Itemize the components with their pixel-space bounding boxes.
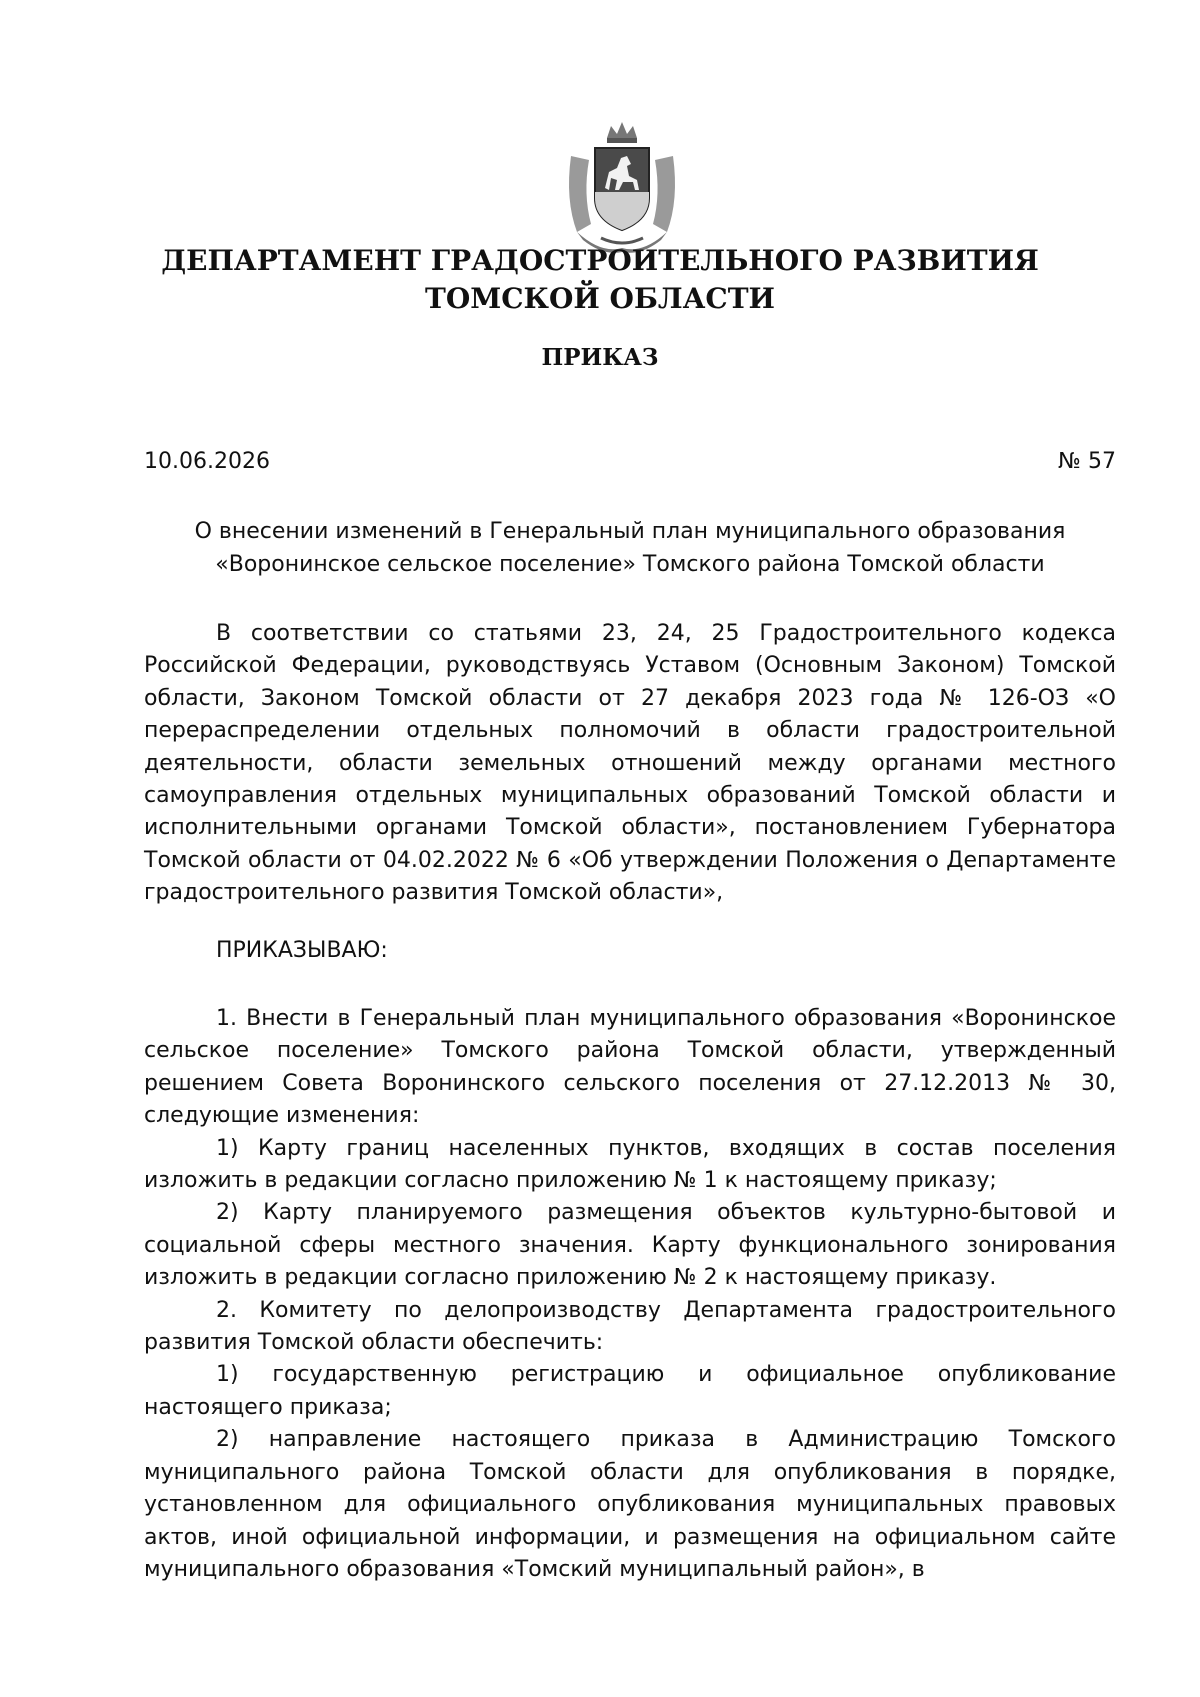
order-item: 2) Карту планируемого размещения объектов культурно-бытовой и социальной сферы местного значения. Карту функционального зонирования изложить в редакции согласно приложению № 2 к настоящему приказу.: [144, 1200, 1116, 1291]
document-type: ПРИКАЗ: [541, 344, 659, 371]
document-date: 10.06.2026: [144, 449, 270, 474]
decree-word: ПРИКАЗЫВАЮ:: [216, 938, 388, 963]
order-items: [144, 1003, 1116, 1586]
organization-name-line-2: ТОМСКОЙ ОБЛАСТИ: [424, 282, 776, 315]
order-item: 2. Комитету по делопроизводству Департамента градостроительного развития Томской области обеспечить:: [144, 1297, 1116, 1356]
order-item: 1. Внести в Генеральный план муниципального образования «Воронинское сельское поселение» Томского района Томской области, утвержденный решением Совета Воронинского сельского поселения от 27.12.2013 № 30, следующие изменения:: [144, 1006, 1116, 1129]
document-subject: [144, 515, 1116, 581]
document-number: № 57: [1058, 449, 1116, 474]
subject-line-1: О внесении изменений в Генеральный план муниципального образования: [194, 519, 1066, 544]
decree-section: [144, 935, 1116, 967]
order-item: 2) направление настоящего приказа в Администрацию Томского муниципального района Томской области для опубликования в порядке, установленном для официального опубликования муниципальных правовых актов, иной официальной информации, и размещения на официальном сайте муниципального образования «Томский муниципальный район», в: [144, 1427, 1116, 1582]
order-item: 1) Карту границ населенных пунктов, входящих в состав поселения изложить в редакции согласно приложению № 1 к настоящему приказу;: [144, 1135, 1116, 1194]
organization-name-line-1: ДЕПАРТАМЕНТ ГРАДОСТРОИТЕЛЬНОГО РАЗВИТИЯ: [161, 244, 1039, 277]
subject-line-2: «Воронинское сельское поселение» Томского района Томской области: [215, 552, 1045, 577]
coat-of-arms-icon: [561, 120, 683, 256]
preamble-paragraph: В соответствии со статьями 23, 24, 25 Градостроительного кодекса Российской Федерации, руководствуясь Уставом (Основным Законом) Томской области, Законом Томской области от 27 декабря 2023 года № 126-ОЗ «О перераспределении отдельных полномочий в области градостроительной деятельности, области земельных отношений между органами местного самоуправления отдельных муниципальных образований Томской области и исполнительными органами Томской области», постановлением Губернатора Томской области от 04.02.2022 № 6 «Об утверждении Положения о Департаменте градостроительного развития Томской области»,: [144, 621, 1116, 906]
order-item: 1) государственную регистрацию и официальное опубликование настоящего приказа;: [144, 1362, 1116, 1420]
preamble: [144, 618, 1116, 910]
